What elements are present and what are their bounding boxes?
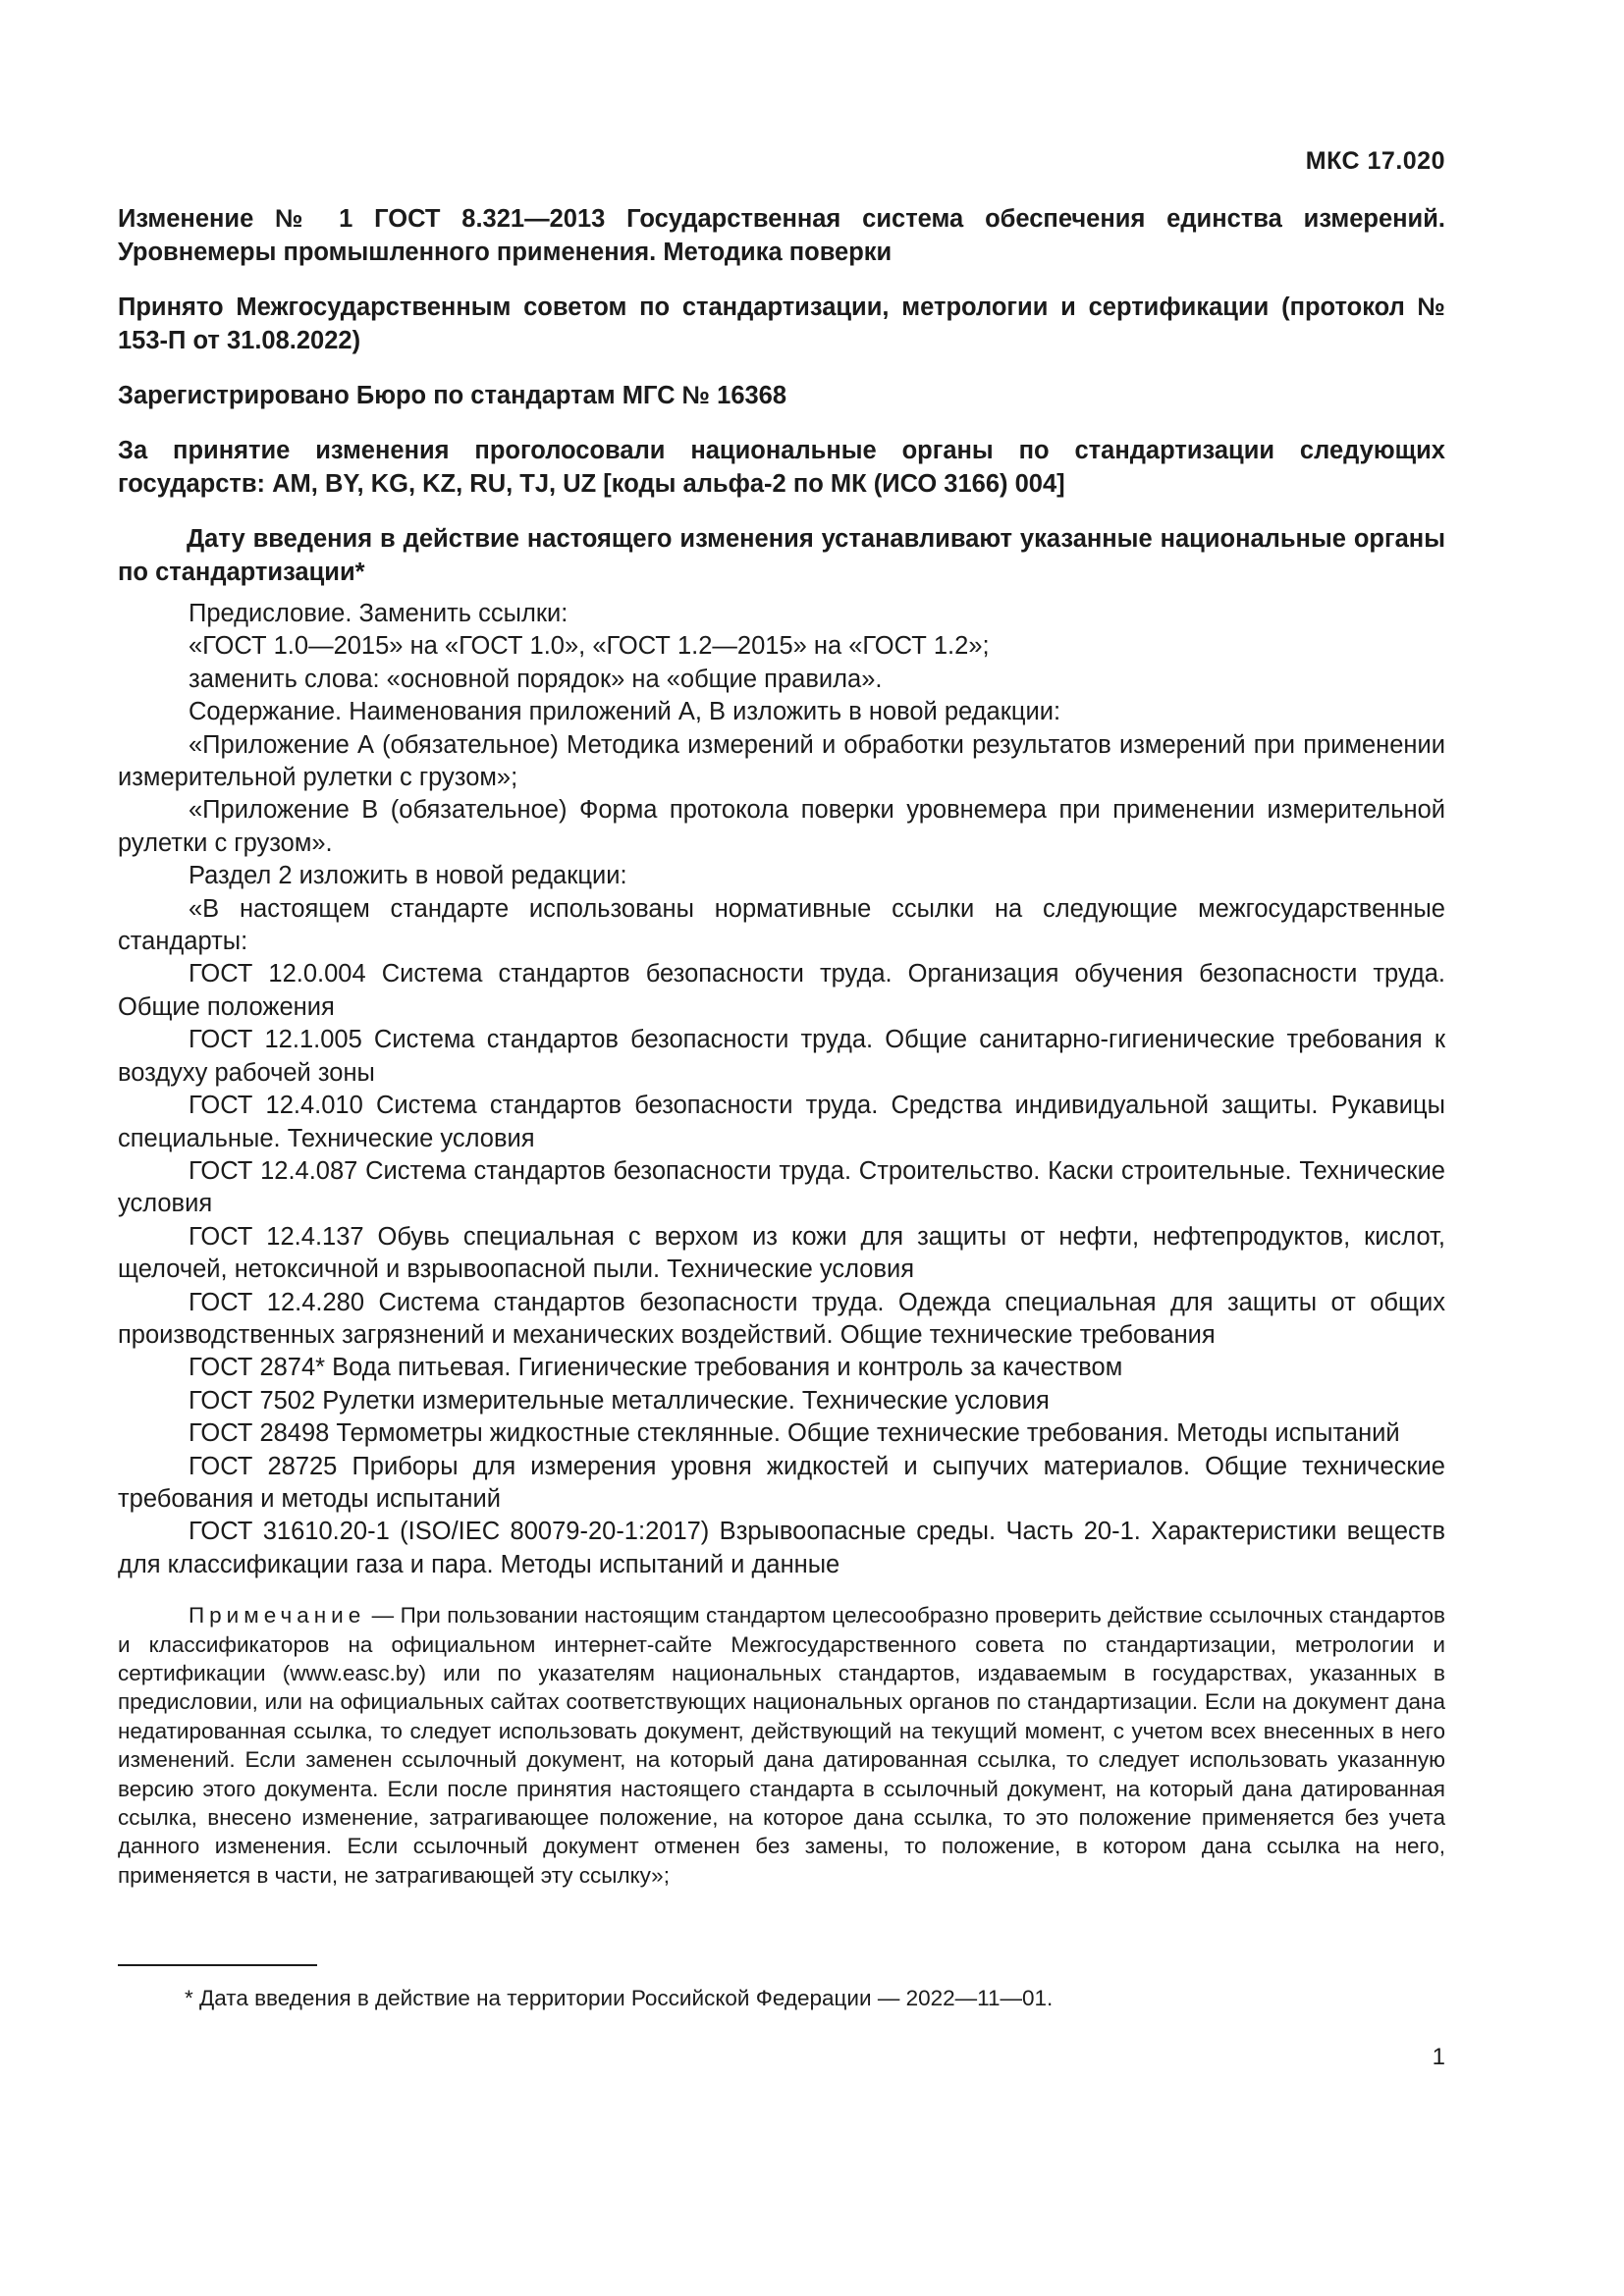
reference-item: ГОСТ 2874* Вода питьевая. Гигиенические требования и контроль за качеством — [189, 1354, 1123, 1382]
amendment-title: Изменение № 1 ГОСТ 8.321—2013 Государственная система обеспечения единства измерений. Уровнемеры промышленного применения. Методика поверки — [118, 205, 1445, 266]
reference-item: ГОСТ 12.0.004 Система стандартов безопасности труда. Организация обучения безопасности труда. Общие положения — [118, 960, 1445, 1021]
paragraph: Предисловие. Заменить ссылки: — [189, 600, 568, 627]
amendment-header — [118, 202, 1445, 611]
paragraph: Раздел 2 изложить в новой редакции: — [189, 862, 627, 890]
paragraph: Содержание. Наименования приложений А, В изложить в новой редакции: — [189, 698, 1061, 726]
mks-code: МКС 17.020 — [1305, 147, 1445, 175]
adoption-statement: Принято Межгосударственным советом по стандартизации, метрологии и сертификации (протокол № 153-П от 31.08.2022) — [118, 294, 1445, 354]
reference-item: ГОСТ 28725 Приборы для измерения уровня жидкостей и сыпучих материалов. Общие технические требования и методы испытаний — [118, 1452, 1445, 1513]
reference-item: ГОСТ 12.4.137 Обувь специальная с верхом из кожи для защиты от нефти, нефтепродуктов, кислот, щелочей, нетоксичной и взрывоопасной пыли. Технические условия — [118, 1222, 1445, 1284]
voting-statement: За принятие изменения проголосовали национальные органы по стандартизации следующих государств: AM, BY, KG, KZ, RU, TJ, UZ [коды альфа-2 по МК (ИСО 3166) 004] — [118, 437, 1445, 498]
note-label: Примечание — [189, 1603, 366, 1629]
footnote-divider — [118, 1964, 317, 1966]
paragraph: «ГОСТ 1.0—2015» на «ГОСТ 1.0», «ГОСТ 1.2—2015» на «ГОСТ 1.2»; — [189, 632, 990, 661]
paragraph: «В настоящем стандарте использованы нормативные ссылки на следующие межгосударственные стандарты: — [118, 894, 1445, 956]
effective-date-statement: Дату введения в действие настоящего изменения устанавливают указанные национальные органы по стандартизации* — [118, 525, 1445, 586]
note-block — [118, 1601, 1445, 1890]
footnote: * Дата введения в действие на территории Российской Федерации — 2022—11—01. — [185, 1986, 1054, 2010]
note-text: — При пользовании настоящим стандартом целесообразно проверить действие ссылочных стандартов и классификаторов на официальном интернет-сайте Межгосударственного совета по стандартизации, метрологии и сертификации (www.easc.by) или по указателям национальных стандартов, издаваемым в государствах, указанных в предисловии, или на официальных сайтах соответствующих национальных органов по стандартизации. Если на документ дана недатированная ссылка, то следует использовать документ, действующий на текущий момент, с учетом всех внесенных в него изменений. Если заменен ссылочный документ, на который дана датированная ссылка, то следует использовать указанную версию этого документа. Если после принятия настоящего стандарта в ссылочный документ, на который дана датированная ссылка, внесено изменение, затрагивающее положение, на которое дана ссылка, то это положение применяется без учета данного изменения. Если ссылочный документ отменен без замены, то положение, в котором дана ссылка на него, применяется в части, не затрагивающей эту ссылку»; — [118, 1603, 1445, 1888]
reference-item: ГОСТ 31610.20-1 (ISO/IEC 80079-20-1:2017) Взрывоопасные среды. Часть 20-1. Характеристики веществ для классификации газа и пара. Методы испытаний и данные — [118, 1518, 1445, 1578]
paragraph: «Приложение А (обязательное) Методика измерений и обработки результатов измерений при применении измерительной рулетки с грузом»; — [118, 730, 1445, 792]
paragraph: «Приложение В (обязательное) Форма протокола поверки уровнемера при применении измерительной рулетки с грузом». — [118, 796, 1445, 857]
amendment-body — [118, 598, 1445, 1890]
reference-item: ГОСТ 12.4.087 Система стандартов безопасности труда. Строительство. Каски строительные. Технические условия — [118, 1156, 1445, 1218]
reference-item: ГОСТ 12.4.010 Система стандартов безопасности труда. Средства индивидуальной защиты. Рукавицы специальные. Технические условия — [118, 1092, 1445, 1152]
reference-item: ГОСТ 12.1.005 Система стандартов безопасности труда. Общие санитарно-гигиенические требования к воздуху рабочей зоны — [118, 1026, 1445, 1087]
reference-item: ГОСТ 28498 Термометры жидкостные стеклянные. Общие технические требования. Методы испытаний — [189, 1419, 1400, 1448]
page-number: 1 — [1432, 2044, 1445, 2070]
registration-statement: Зарегистрировано Бюро по стандартам МГС № 16368 — [118, 382, 787, 409]
paragraph: заменить слова: «основной порядок» на «общие правила». — [189, 665, 883, 693]
reference-item: ГОСТ 7502 Рулетки измерительные металлические. Технические условия — [189, 1386, 1050, 1415]
reference-item: ГОСТ 12.4.280 Система стандартов безопасности труда. Одежда специальная для защиты от общих производственных загрязнений и механических воздействий. Общие технические требования — [118, 1288, 1445, 1349]
